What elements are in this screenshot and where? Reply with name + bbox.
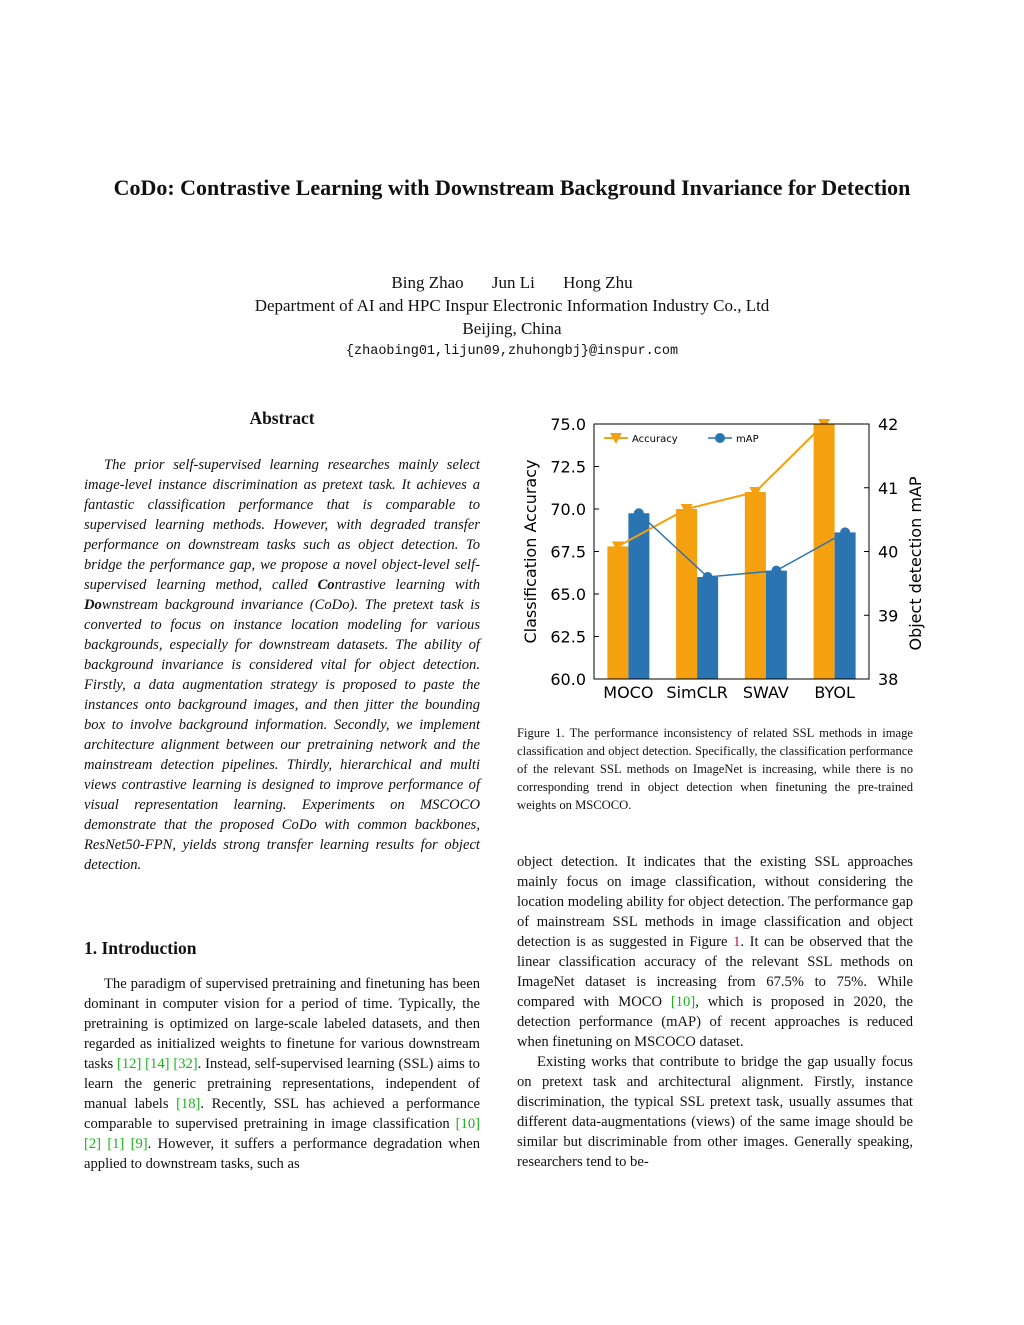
author-name: Jun Li (491, 273, 535, 292)
map-bar (697, 577, 718, 679)
author-names (0, 271, 1024, 294)
accuracy-bar (814, 424, 835, 679)
accuracy-bar (745, 492, 766, 679)
abstract-body (84, 455, 480, 875)
citation-link[interactable]: [1] (107, 1136, 125, 1152)
right-tick-label: 40 (878, 542, 899, 562)
abstract-bold: Co (317, 577, 335, 593)
left-tick-label: 65.0 (550, 585, 586, 604)
right-tick-label: 38 (878, 670, 899, 689)
affiliation: Department of AI and HPC Inspur Electronic Information Industry Co., Ltd (254, 296, 770, 315)
right-column-body (517, 852, 913, 1172)
accuracy-bar (676, 509, 697, 679)
map-marker (771, 566, 781, 576)
left-tick-label: 75.0 (550, 415, 586, 434)
category-label: SimCLR (666, 683, 728, 702)
intro-paragraph (84, 974, 480, 1174)
body-paragraph (517, 852, 913, 1052)
author-email: {zhaobing01,lijun09,zhuhongbj}@inspur.com (345, 344, 679, 359)
figure-caption: Figure 1. The performance inconsistency of related SSL methods in image classification and object detection. Specifically, the classification performance of the relevant SSL methods on ImageNet is increasing, while there is no corresponding trend in object detection when finetuning the pre-trained weights on MSCOCO. (517, 726, 913, 812)
left-tick-label: 60.0 (550, 670, 586, 689)
abstract-text: The prior self-supervised learning researches mainly select image-level instance discrimination as pretext task. It achieves a fantastic classification performance that is comparable to supervised learning methods. However, with degraded transfer performance on downstream tasks such as object detection. To bridge the performance gap, we propose a novel object-level self-supervised learning method, called (84, 457, 480, 593)
left-tick-label: 62.5 (550, 627, 586, 647)
left-axis-title: Classification Accuracy (521, 459, 540, 644)
map-marker (634, 508, 644, 518)
map-marker (703, 572, 713, 582)
figure-1-chart (512, 408, 952, 708)
abstract-text: wnstream background invariance (CoDo). The pretext task is converted to focus on instance location modeling for various backgrounds, especially for downstream datasets. The ability of background invariance is considered vital for object detection. Firstly, a data augmentation strategy is proposed to paste the instances onto background images, and then jitter the bounding box to involve background information. Secondly, we implement architecture alignment between our pretraining network and the mainstream detection pipelines. Thirdly, hierarchical and multi views contrastive learning is designed to improve performance of visual representation learning. Experiments on MSCOCO demonstrate that the proposed CoDo with common backbones, ResNet50-FPN, yields strong transfer learning results for object detection. (84, 597, 480, 873)
map-bar (766, 571, 787, 679)
citation-link[interactable]: [18] (176, 1096, 201, 1112)
legend-label: Accuracy (632, 434, 678, 445)
introduction-body (84, 974, 480, 1174)
category-label: BYOL (814, 683, 855, 702)
author-name: Hong Zhu (563, 273, 633, 292)
legend-label: mAP (736, 434, 759, 445)
citation-link[interactable]: [10] (455, 1116, 480, 1132)
citation-link[interactable]: [12] (117, 1056, 142, 1072)
abstract-bold: Do (84, 597, 102, 613)
category-label: SWAV (742, 683, 789, 702)
figure-reference-link[interactable]: 1 (733, 934, 741, 950)
body-text: The paradigm of supervised pretraining and finetuning has been dominant in computer vision for a period of time. Typically, the pretraining is optimized on large-scale labeled datasets, and then regarded as initialized weights to finetune for various downstream tasks (84, 976, 480, 1072)
citation-link[interactable]: [2] (84, 1136, 102, 1152)
accuracy-bar (607, 546, 628, 679)
category-label: MOCO (603, 683, 654, 702)
citation-link[interactable]: [10] (670, 994, 696, 1010)
section-heading: 1. Introduction (84, 938, 197, 958)
abstract-paragraph (84, 455, 480, 875)
citation-link[interactable]: [9] (130, 1136, 148, 1152)
citation-link[interactable]: [14] (145, 1056, 170, 1072)
left-tick-label: 70.0 (550, 500, 586, 519)
body-text: . Recently, SSL has achieved a performance comparable to supervised pretraining in image classification (84, 1096, 480, 1132)
author-block (0, 271, 1024, 363)
body-text: . Instead, self-supervised learning (SSL) aims to learn the generic pretraining representations, independent of manual labels (84, 1056, 480, 1112)
location: Beijing, China (462, 319, 562, 338)
right-tick-label: 39 (878, 606, 899, 626)
body-text: , which is proposed in 2020, the detection performance (mAP) of recent approaches is reduced when finetuning on MSCOCO dataset. (517, 994, 913, 1050)
right-tick-label: 42 (878, 415, 899, 434)
body-paragraph: Existing works that contribute to bridge the gap usually focus on pretext task and architectural alignment. Firstly, instance discrimination, the typical SSL pretext task, usually assumes that different data-augmentations (views) of the same image should be similar but discriminable from other images. Generally speaking, researchers tend to be- (517, 1054, 913, 1170)
citation-link[interactable]: [32] (173, 1056, 198, 1072)
body-text: object detection. It indicates that the existing SSL approaches mainly focus on image classification, without considering the location modeling ability for object detection. The performance gap of mainstream SSL methods in image classification and object detection is as suggested in Figure (517, 854, 913, 950)
left-tick-label: 72.5 (550, 457, 586, 477)
abstract-text: ntrastive learning with (334, 577, 480, 593)
right-tick-label: 41 (878, 478, 899, 498)
left-tick-label: 67.5 (550, 542, 586, 562)
legend-map-marker (715, 433, 725, 443)
abstract-heading: Abstract (249, 408, 315, 428)
map-bar (835, 532, 856, 679)
paper-title: CoDo: Contrastive Learning with Downstream Background Invariance for Detection (113, 175, 911, 200)
map-marker (840, 527, 850, 537)
right-axis-title: Object detection mAP (906, 476, 925, 651)
author-name: Bing Zhao (391, 273, 464, 292)
body-text: . It can be observed that the linear classification accuracy of the relevant SSL methods on ImageNet dataset is increasing from 67.5% to 75%. While compared with MOCO (517, 934, 914, 1010)
body-text: . However, it suffers a performance degradation when applied to downstream tasks, such as (84, 1136, 480, 1172)
